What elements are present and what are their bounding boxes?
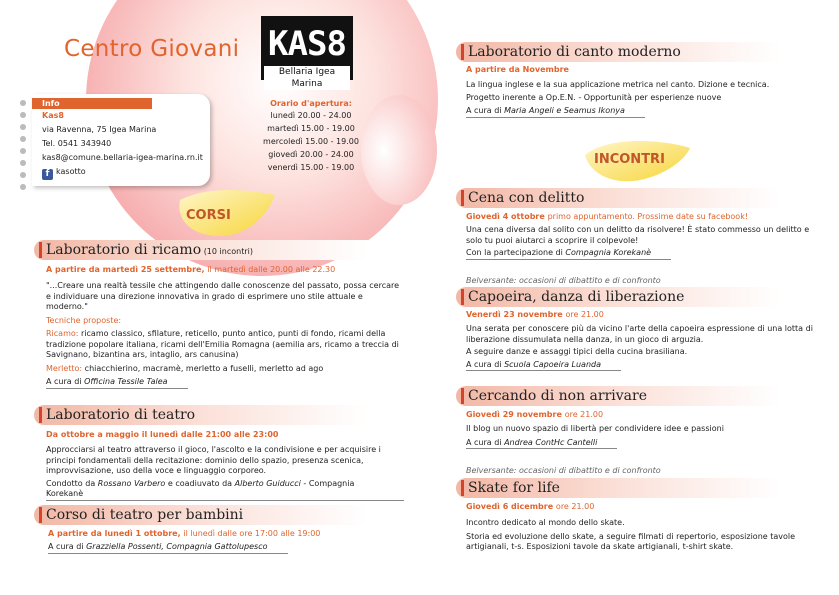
canto-title-bar [456,42,816,62]
skate-title-bar [456,478,816,498]
facebook-icon: f [42,169,53,180]
teatro-desc: Approcciarsi al teatro attraverso il gioco, l'ascolto e la condivisione e per acquisire i principi fondamentali della recitazione: dominio dello spazio, presenza scenica, improvvisazione, uso della voce e linguaggio corporeo. [46,445,381,475]
info-address: via Ravenna, 75 Igea Marina [42,125,157,134]
cercando-cura-who: Andrea ContHc Cantelli [504,437,598,447]
cena-block [456,188,816,260]
cercando-desc: Il blog un nuovo spazio di libertà per condividere idee e passioni [466,424,724,433]
ricamo-tech-label: Tecniche proposte: [46,315,122,325]
skate-desc: Incontro dedicato al mondo dello skate. [466,518,625,527]
cercando-title-bar [456,386,816,406]
logo-sub: Bellaria Igea Marina [264,66,350,90]
capoeira-block [456,287,816,371]
bambini-cura-label: A cura di [48,542,84,551]
teatro-title-bar [34,405,404,425]
capoeira-time: ore 21.00 [565,310,604,319]
cercando-cura-label: A cura di [466,437,502,447]
ricamo-schedule: il martedì dalle 20.00 alle 22.30 [207,265,336,274]
teatro-block [34,405,404,501]
canto-cura-who: Maria Angeli e Seamus Ikonya [504,106,625,115]
info-header: Info [32,98,152,109]
logo-main: KAS8 [268,24,346,64]
skate-time: ore 21.00 [555,502,595,511]
info-email[interactable]: kas8@comune.bellaria-igea-marina.rn.it [42,153,203,162]
hours-line: mercoledì 15.00 - 19.00 [263,137,359,146]
hours-line: lunedì 20.00 - 24.00 [270,111,352,120]
ricamo-title-bar [34,240,404,260]
canto-desc1: La lingua inglese e la sua applicazione metrica nel canto. Dizione e tecnica. [466,80,770,89]
merletto-label: Merletto: [46,363,83,373]
capoeira-desc2: A seguire danze e assaggi tipici della cucina brasiliana. [466,347,688,356]
cena-title: Cena con delitto [461,190,584,206]
info-name: Kas8 [42,111,64,120]
hours-line: venerdì 15.00 - 19.00 [267,163,355,172]
cena-note: primo appuntamento. Prossime date su facebook! [547,212,749,221]
hours-title: Orario d'apertura: [270,99,352,108]
cena-title-bar [456,188,816,208]
teatro-cond-label: Condotto da [46,478,96,488]
ricamo-desc: "...Creare una realtà tessile che attingendo dalle conoscenze del passato, possa cercare e individuare una direzione innovativa in grado di esprimere uno stile attuale e moderno." [46,281,400,311]
ricamo-block [34,240,404,389]
info-phone: Tel. 0541 343940 [42,139,112,148]
section-corsi: CORSI [186,208,231,223]
capoeira-cura-who: Scuola Capoeira Luanda [504,359,602,369]
pink-oval [361,95,437,205]
belversante-note-2: Belversante: occasioni di dibattito e di confronto [466,466,661,475]
info-facebook[interactable] [32,165,210,180]
skate-date: Giovedì 6 dicembre [466,502,554,511]
skate-block [456,478,816,553]
section-incontri: INCONTRI [594,152,665,167]
ricamo-cura-who: Officina Tessile Talea [84,377,168,386]
cercando-time: ore 21.00 [564,410,604,419]
bambini-title-bar [34,505,404,525]
ricamo-text: ricamo classico, sfilature, reticello, punto antico, punti di fondo, ricami della tradizione popolare italiana, ricami dell'Emilia Romagna (aemilia ars, ricamo a treccia di Savignano, bizantina ars, intaglio, ars canusina) [46,329,399,359]
teatro-cond-label2: e coadiuvato da [167,478,233,488]
brand-title: Centro Giovani [64,36,240,62]
merletto-text: chiacchierino, macramè, merletto a fuselli, merletto ad ago [84,363,324,373]
canto-title: Laboratorio di canto moderno [461,44,681,60]
cena-date: Giovedì 4 ottobre [466,212,545,221]
hours-line: martedì 15.00 - 19.00 [267,124,355,133]
teatro-cond-company: - Compagnia Korekanè [46,478,355,498]
skate-desc2: Storia ed evoluzione dello skate, a seguire filmati di repertorio, esposizione tavole artigianali, t-s. Esposizioni tavole da skate artigianali, t-shirt skate. [466,531,796,551]
bambini-start: A partire da lunedì 1 ottobre, [48,529,181,538]
bambini-schedule: il lunedì dalle ore 17:00 alle 19:00 [183,529,321,538]
ricamo-cura-label: A cura di [46,377,82,386]
cena-desc: Una cena diversa dal solito con un delitto da risolvere! È stato commesso un delitto e solo tu puoi aiutarci a scoprire il colpevole! [466,225,810,245]
ricamo-start: A partire da martedì 25 settembre, [46,265,205,274]
capoeira-date: Venerdì 23 novembre [466,310,563,319]
cercando-block [456,386,816,449]
cercando-title: Cercando di non arrivare [461,388,647,404]
bambini-title: Corso di teatro per bambini [39,507,243,523]
canto-desc2: Progetto inerente a Op.E.N. - Opportunità per esperienze nuove [466,92,722,102]
teatro-cond-who2: Alberto Guiducci [234,478,301,488]
belversante-note-1: Belversante: occasioni di dibattito e di confronto [466,276,661,285]
capoeira-desc: Una serata per conoscere più da vicino l'arte della capoeira espressione di una lotta di liberazione dissumulata nella danza, in un gioco di arguzia. [466,324,813,344]
bambini-block [34,505,404,554]
canto-cura-label: A cura di [466,106,502,115]
capoeira-title-bar [456,287,816,307]
opening-hours [262,98,360,174]
capoeira-title: Capoeira, danza di liberazione [461,289,684,305]
teatro-cond-who1: Rossano Varbero [97,478,166,488]
cena-part-label: Con la partecipazione di [466,248,563,257]
ricamo-note: (10 incontri) [203,247,253,256]
cena-part-who: Compagnia Korekanè [565,248,652,257]
skate-title: Skate for life [461,480,560,496]
kas8-logo [261,16,353,89]
cercando-date: Giovedì 29 novembre [466,410,562,419]
grip-dots [20,100,30,184]
ricamo-label: Ricamo: [46,329,79,338]
teatro-schedule: Da ottobre a maggio il lunedì dalle 21:00 alle 23:00 [46,430,279,439]
facebook-label: kasotto [56,167,86,176]
ricamo-title: Laboratorio di ricamo [39,242,201,258]
canto-start: A partire da Novembre [466,65,569,74]
teatro-title: Laboratorio di teatro [39,407,195,423]
capoeira-cura-label: A cura di [466,359,502,369]
info-box [32,94,210,186]
bambini-cura-who: Grazziella Possenti, Compagnia Gattolupesco [86,542,268,551]
hours-line: giovedì 20.00 - 24.00 [268,150,354,159]
canto-block [456,42,816,118]
